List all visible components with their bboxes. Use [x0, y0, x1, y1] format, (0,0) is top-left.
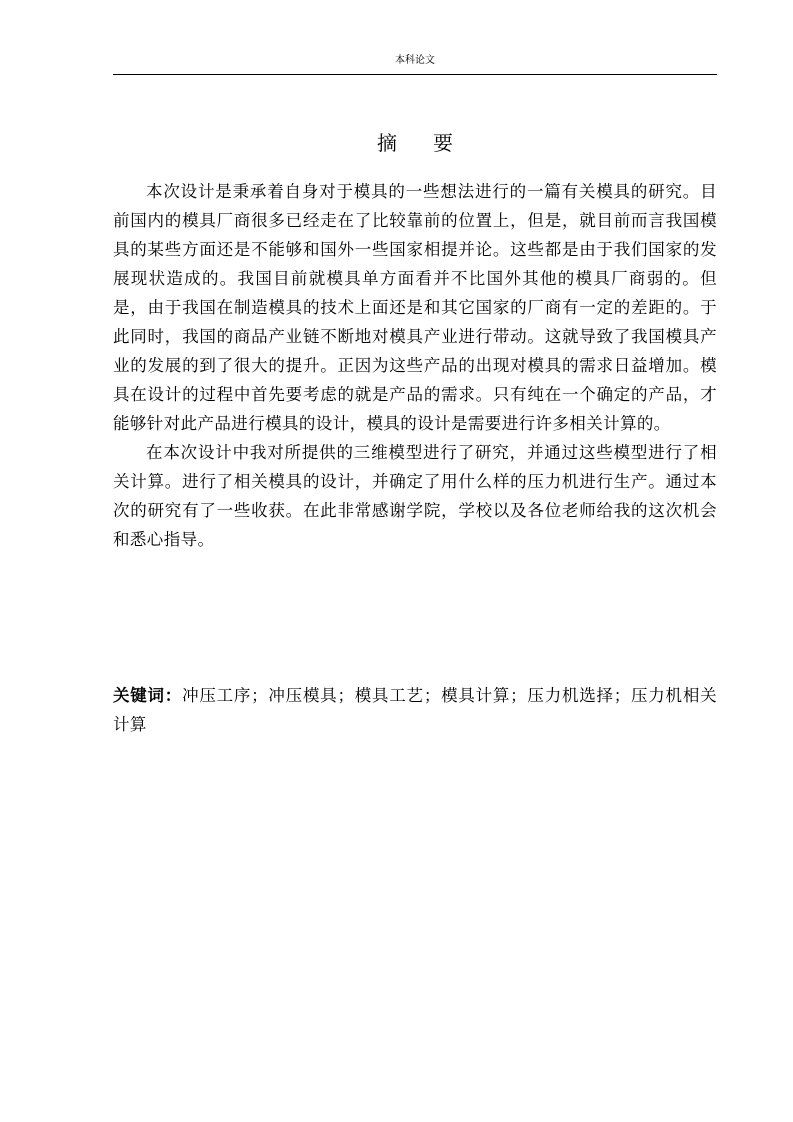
abstract-paragraph-2: 在本次设计中我对所提供的三维模型进行了研究，并通过这些模型进行了相关计算。进行了相关模具的设计，并确定了用什么样的压力机进行生产。通过本次的研究有了一些收获。在此非常感谢学院，学校以及各位老师给我的这次机会和悉心指导。 [113, 443, 717, 549]
keywords-text: 冲压工序；冲压模具；模具工艺；模具计算；压力机选择；压力机相关计算 [113, 686, 717, 734]
abstract-title: 摘要 [377, 131, 489, 156]
abstract-body [113, 177, 717, 554]
abstract-paragraph-1: 本次设计是秉承着自身对于模具的一些想法进行的一篇有关模具的研究。目前国内的模具厂商很多已经走在了比较靠前的位置上，但是，就目前而言我国模具的某些方面还是不能够和国外一些国家相提并论。这些都是由于我们国家的发展现状造成的。我国目前就模具单方面看并不比国外其他的模具厂商弱的。但是，由于我国在制造模具的技术上面还是和其它国家的厂商有一定的差距的。于此同时，我国的商品产业链不断地对模具产业进行带动。这就导致了我国模具产业的发展的到了很大的提升。正因为这些产品的出现对模具的需求日益增加。模具在设计的过程中首先要考虑的就是产品的需求。只有纯在一个确定的产品，才能够针对此产品进行模具的设计，模具的设计是需要进行许多相关计算的。 [113, 182, 717, 433]
keywords-line [113, 681, 717, 739]
keywords-label: 关键词： [113, 686, 183, 705]
running-title: 本科论文 [395, 55, 435, 66]
page-header [113, 52, 717, 75]
